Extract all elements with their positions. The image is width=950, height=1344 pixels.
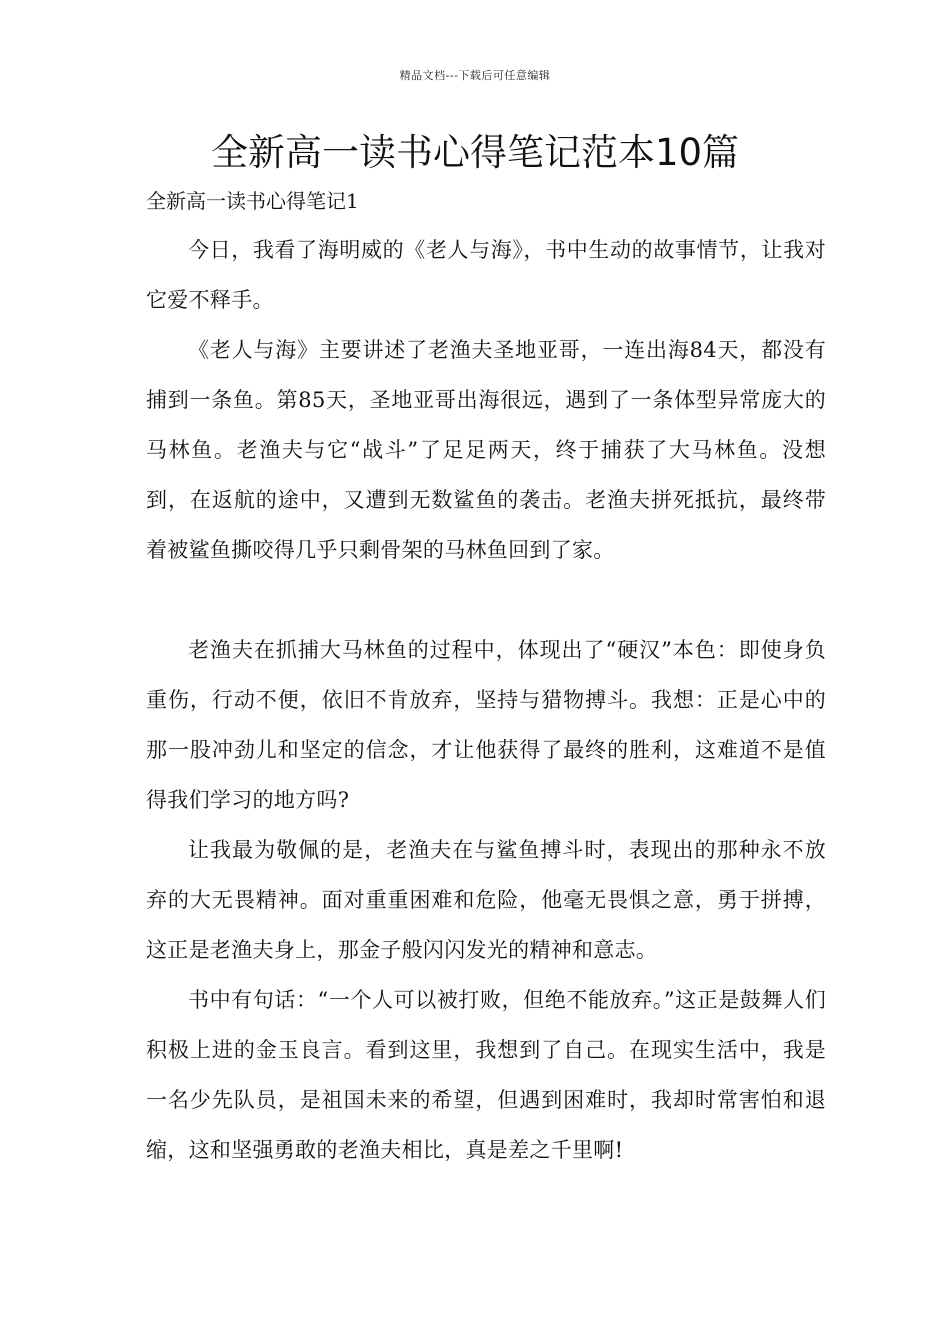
paragraph-5: 书中有句话：“一个人可以被打败，但绝不能放弃。”这正是鼓舞人们积极上进的金玉良言。看到这里，我想到了自己。在现实生活中，我是一名少先队员，是祖国未来的希望，但遇到困难时，我却时常害怕和退缩，这和坚强勇敢的老渔夫相比，真是差之千里啊!	[146, 988, 826, 1162]
header-note: 精品文档---下载后可任意编辑	[399, 69, 551, 82]
paragraph-1: 今日，我看了海明威的《老人与海》，书中生动的故事情节，让我对它爱不释手。	[146, 238, 826, 312]
document-title: 全新高一读书心得笔记范本10篇	[210, 131, 740, 174]
paragraph-3: 老渔夫在抓捕大马林鱼的过程中，体现出了“硬汉”本色：即使身负重伤，行动不便，依旧不肯放弃，坚持与猎物搏斗。我想：正是心中的那一股冲劲儿和坚定的信念，才让他获得了最终的胜利，这难道不是值得我们学习的地方吗?	[146, 638, 826, 812]
document-subtitle: 全新高一读书心得笔记1	[146, 189, 359, 213]
paragraph-4: 让我最为敬佩的是，老渔夫在与鲨鱼搏斗时，表现出的那种永不放弃的大无畏精神。面对重重困难和危险，他毫无畏惧之意，勇于拼搏，这正是老渔夫身上，那金子般闪闪发光的精神和意志。	[146, 838, 826, 962]
paragraph-2: 《老人与海》主要讲述了老渔夫圣地亚哥，一连出海84天，都没有捕到一条鱼。第85天，圣地亚哥出海很远，遇到了一条体型异常庞大的马林鱼。老渔夫与它“战斗”了足足两天，终于捕获了大马林鱼。没想到，在返航的途中，又遭到无数鲨鱼的袭击。老渔夫拼死抵抗，最终带着被鲨鱼撕咬得几乎只剩骨架的马林鱼回到了家。	[146, 338, 826, 562]
